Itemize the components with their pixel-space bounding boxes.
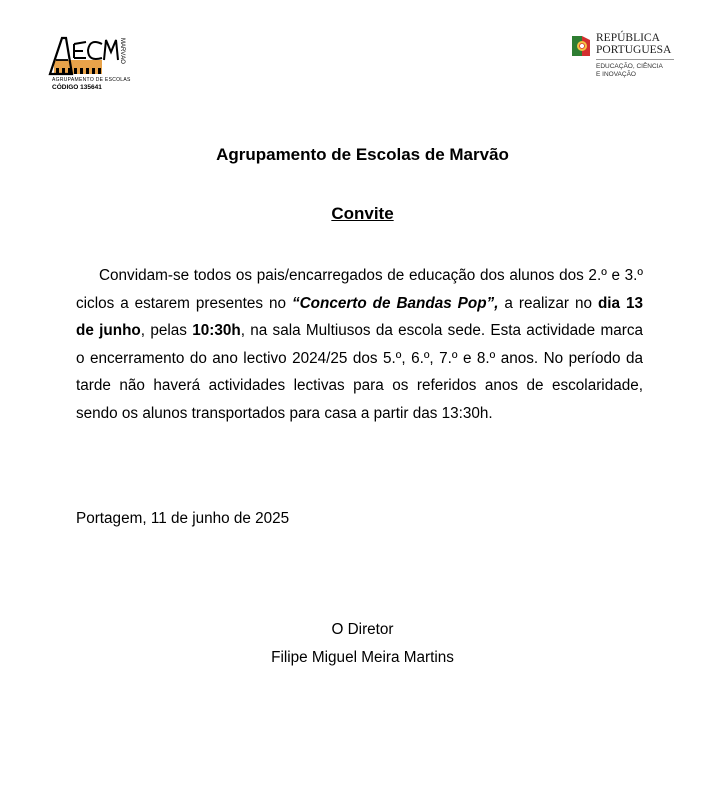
body-text-2: a realizar no	[498, 294, 598, 312]
body-text-3: , pelas	[140, 322, 193, 340]
school-logo-subtitle: AGRUPAMENTO DE ESCOLAS	[52, 77, 131, 83]
event-day: dia 13 de junho	[76, 294, 643, 340]
event-name: “Concerto de Bandas Pop”,	[291, 294, 499, 312]
document-title: Agrupamento de Escolas de Marvão	[216, 145, 509, 164]
body-text-1: Convidam-se todos os pais/encarregados de educação dos alunos dos 2.º e 3.º ciclos a estarem presentes no	[76, 267, 643, 312]
government-logo-divider	[596, 59, 674, 60]
government-name-line1: REPÚBLICA	[596, 32, 660, 44]
school-logo	[48, 34, 131, 96]
event-time: 10:30h	[192, 322, 241, 340]
signature-name: Filipe Miguel Meira Martins	[271, 649, 454, 666]
school-code: CÓDIGO 135641	[52, 84, 102, 91]
government-name-line2: PORTUGUESA	[596, 44, 672, 56]
invitation-body	[76, 262, 643, 428]
portuguese-flag-icon	[570, 34, 592, 58]
ministry-name-line1: EDUCAÇÃO, CIÊNCIA	[596, 63, 663, 70]
school-logo-mark	[48, 34, 126, 80]
ministry-name	[596, 63, 663, 79]
ministry-name-line2: E INOVAÇÃO	[596, 71, 636, 78]
signature-role: O Diretor	[331, 621, 394, 638]
school-logo-side-text: MARVÃO	[119, 38, 125, 64]
place-date: Portagem, 11 de junho de 2025	[76, 510, 290, 527]
government-logo	[570, 32, 690, 86]
body-text-4: , na sala Multiusos da escola sede. Esta actividade marca o encerramento do ano lectivo 2024/25 dos 5.º, 6.º, 7.º e 8.º anos. No período da tarde não haverá actividades lectivas para os referidos anos de escolaridade, sendo os alunos transportados para casa a partir das 13:30h.	[76, 322, 643, 422]
document-subtitle: Convite	[331, 204, 394, 223]
government-name	[596, 32, 671, 56]
